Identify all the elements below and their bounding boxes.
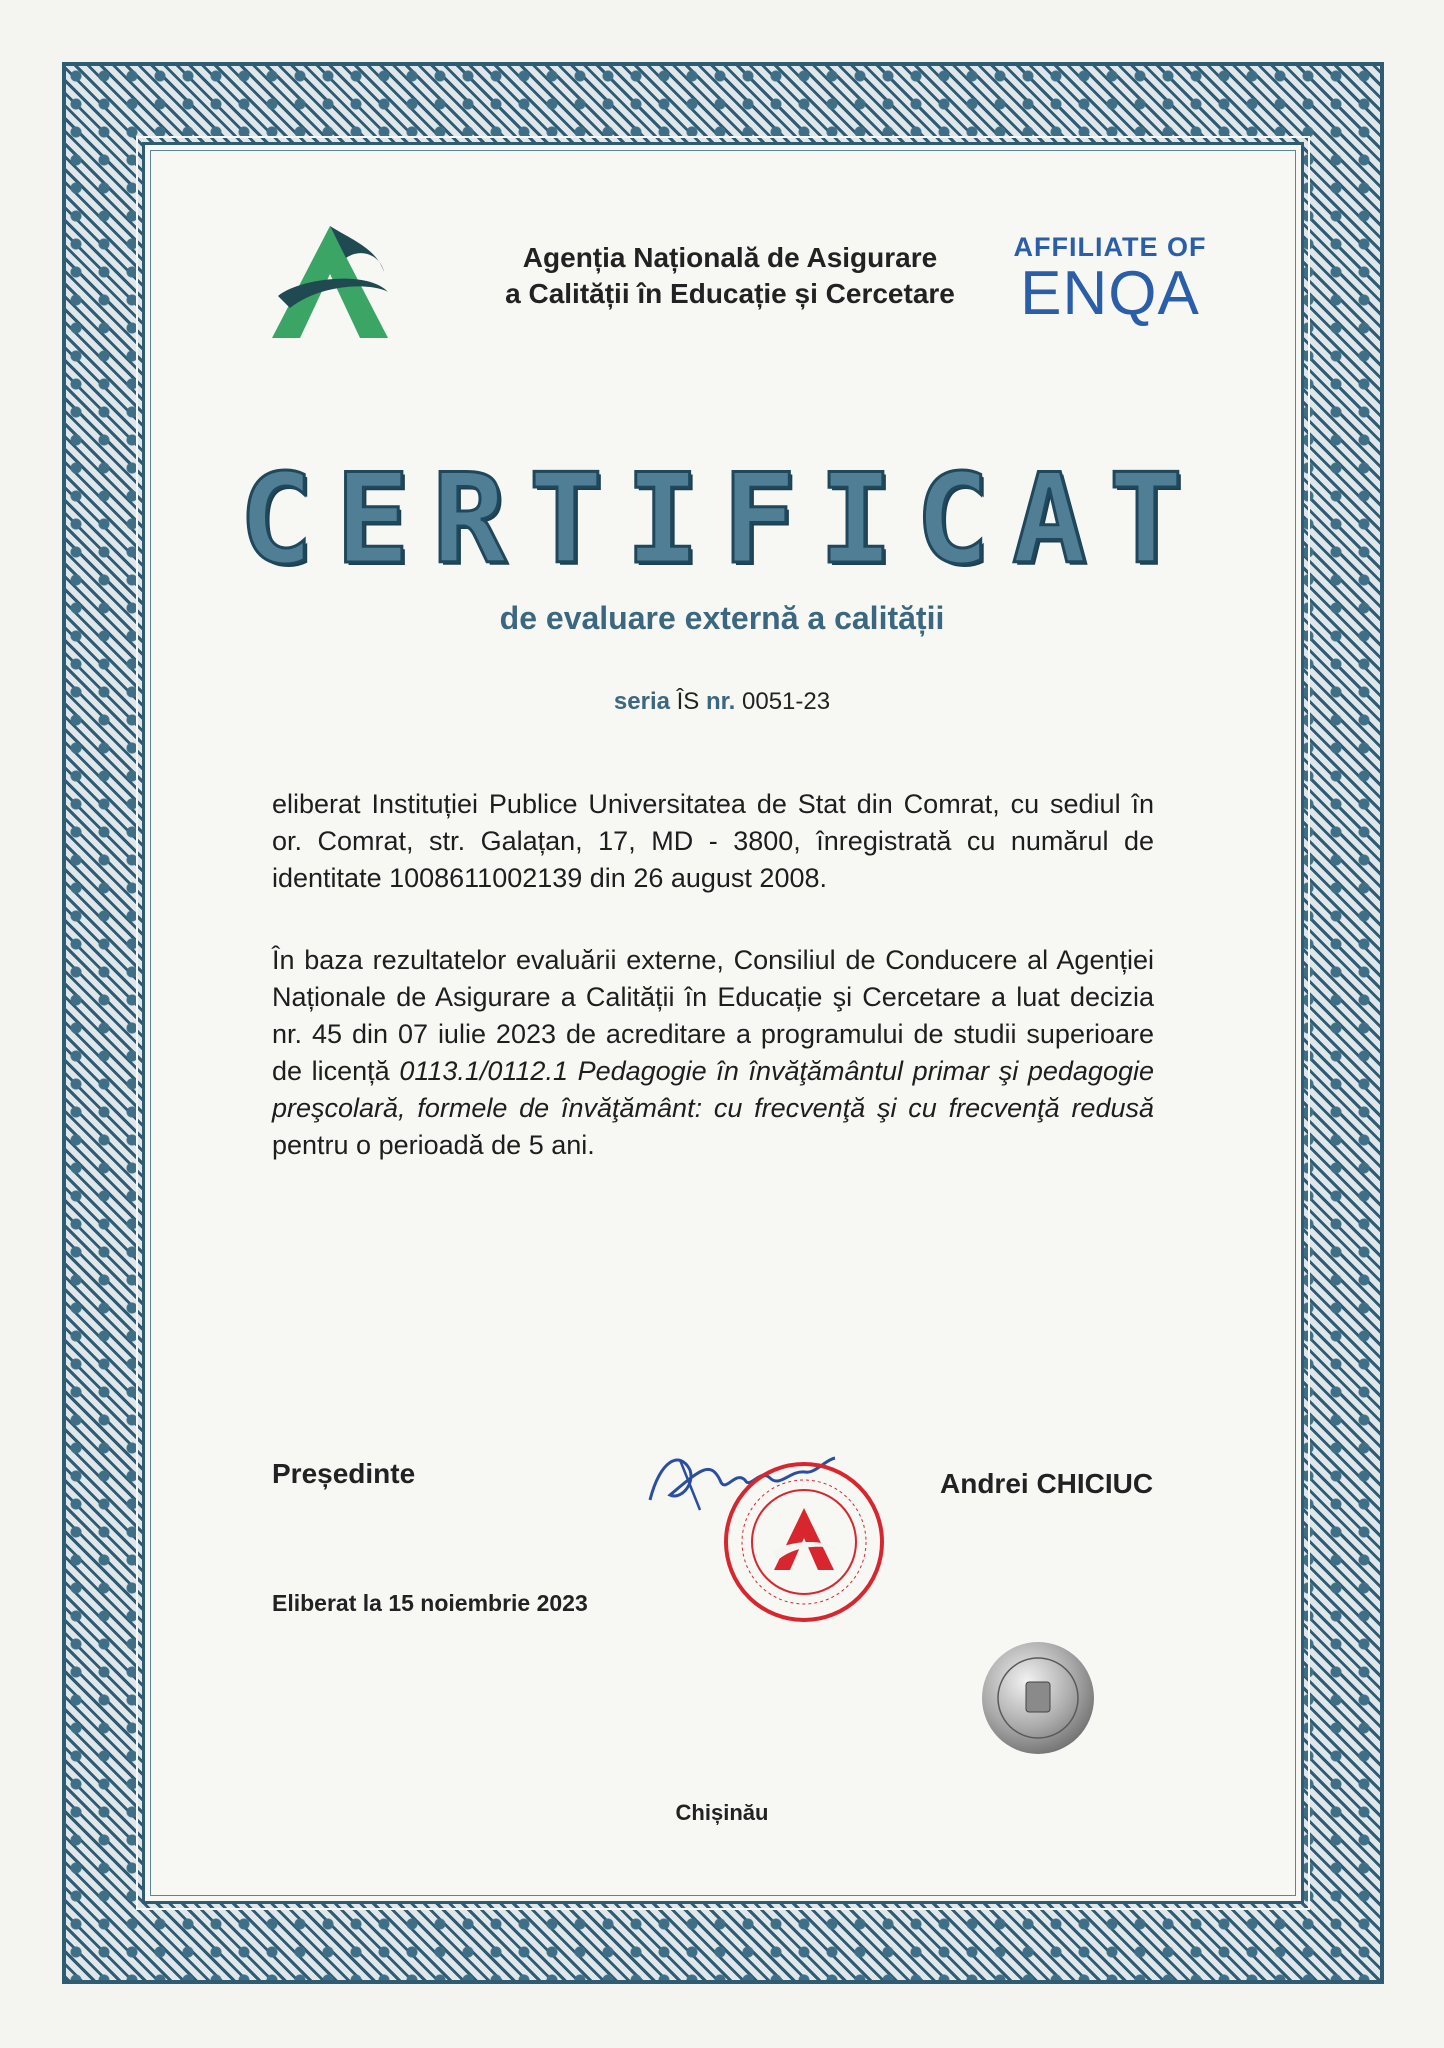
official-stamp-icon [722, 1460, 886, 1624]
series-label: seria [613, 688, 670, 715]
decision-text-end: pentru o perioadă de 5 ani. [272, 1130, 595, 1160]
series-value: ÎS [676, 688, 700, 715]
hologram-seal-icon [980, 1640, 1096, 1756]
number-value: 0051-23 [742, 688, 831, 715]
number-label: nr. [706, 688, 736, 715]
decision-text-start: În baza rezultatelor evaluării externe, Consiliul de Conducere al Agenției Naționale de Asigurare a Calității în Educație şi Cercetare a luat decizia nr. 45 din 07 iulie 2023 de acreditare a programului de studii superioare de licență [272, 945, 1154, 1086]
agency-name [470, 240, 990, 312]
paragraph-issued-to: eliberat Instituției Publice Universitatea de Stat din Comrat, cu sediul în or. Comrat, str. Galațan, 17, MD - 3800, înregistrată cu numărul de identitate 1008611002139 din 26 august 2008. [272, 789, 1154, 893]
president-label: Președinte [272, 1458, 416, 1489]
enqa-label: ENQA [1020, 259, 1200, 328]
certificate-title: CERTIFICAT [238, 448, 1206, 592]
issue-date: Eliberat la 15 noiembrie 2023 [272, 1590, 588, 1616]
program-name: 0113.1/0112.1 Pedagogie în învăţământul primar şi pedagogie preşcolară, formele de învăţământ: cu frecvenţă şi cu frecvenţă redusă [272, 1056, 1154, 1123]
certificate-serial [0, 688, 1444, 716]
anacec-logo-icon [260, 218, 400, 346]
certificate-subtitle: de evaluare externă a calității [499, 600, 945, 636]
affiliate-label: AFFILIATE OF [1013, 232, 1207, 262]
agency-name-line1: Agenția Națională de Asigurare [522, 242, 938, 273]
issue-city: Chișinău [675, 1800, 769, 1825]
enqa-affiliate-logo [1000, 232, 1220, 328]
president-name: Andrei CHICIUC [940, 1468, 1154, 1499]
paragraph-decision [272, 942, 1154, 1164]
agency-name-line2: a Calității în Educație și Cercetare [505, 278, 955, 309]
